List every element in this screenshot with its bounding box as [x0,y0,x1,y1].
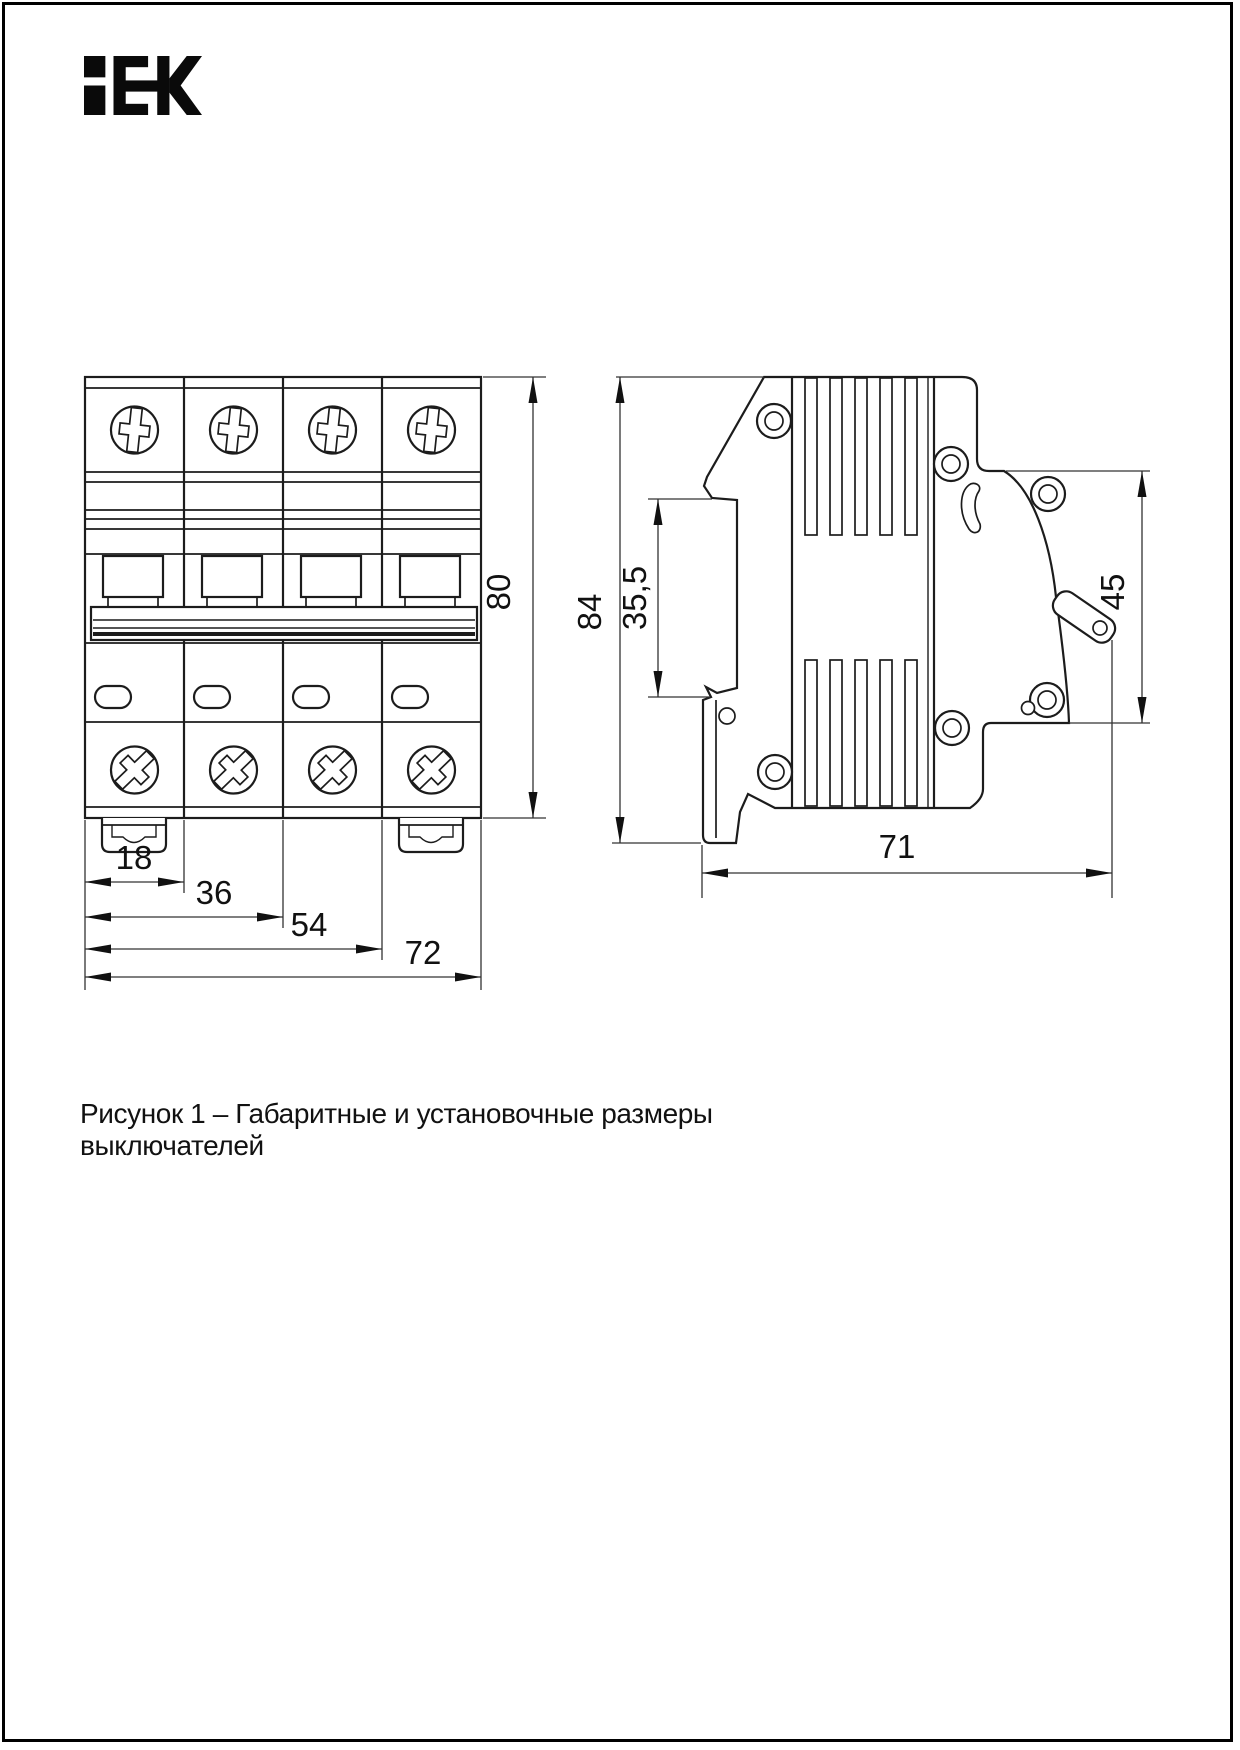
dim-35-5: 35,5 [616,565,653,631]
dim-45: 45 [1094,573,1131,611]
dim-72: 72 [404,934,442,971]
front-view [85,377,481,852]
dim-80: 80 [480,573,517,611]
dim-84: 84 [571,593,608,631]
dim-71: 71 [878,828,916,865]
side-view [703,377,1119,843]
tie-bar [91,607,477,640]
dim-18: 18 [115,839,153,876]
figure-caption: Рисунок 1 – Габаритные и установочные размеры выключателей [80,1098,713,1161]
dim-36: 36 [195,874,233,911]
dim-54: 54 [290,906,328,943]
